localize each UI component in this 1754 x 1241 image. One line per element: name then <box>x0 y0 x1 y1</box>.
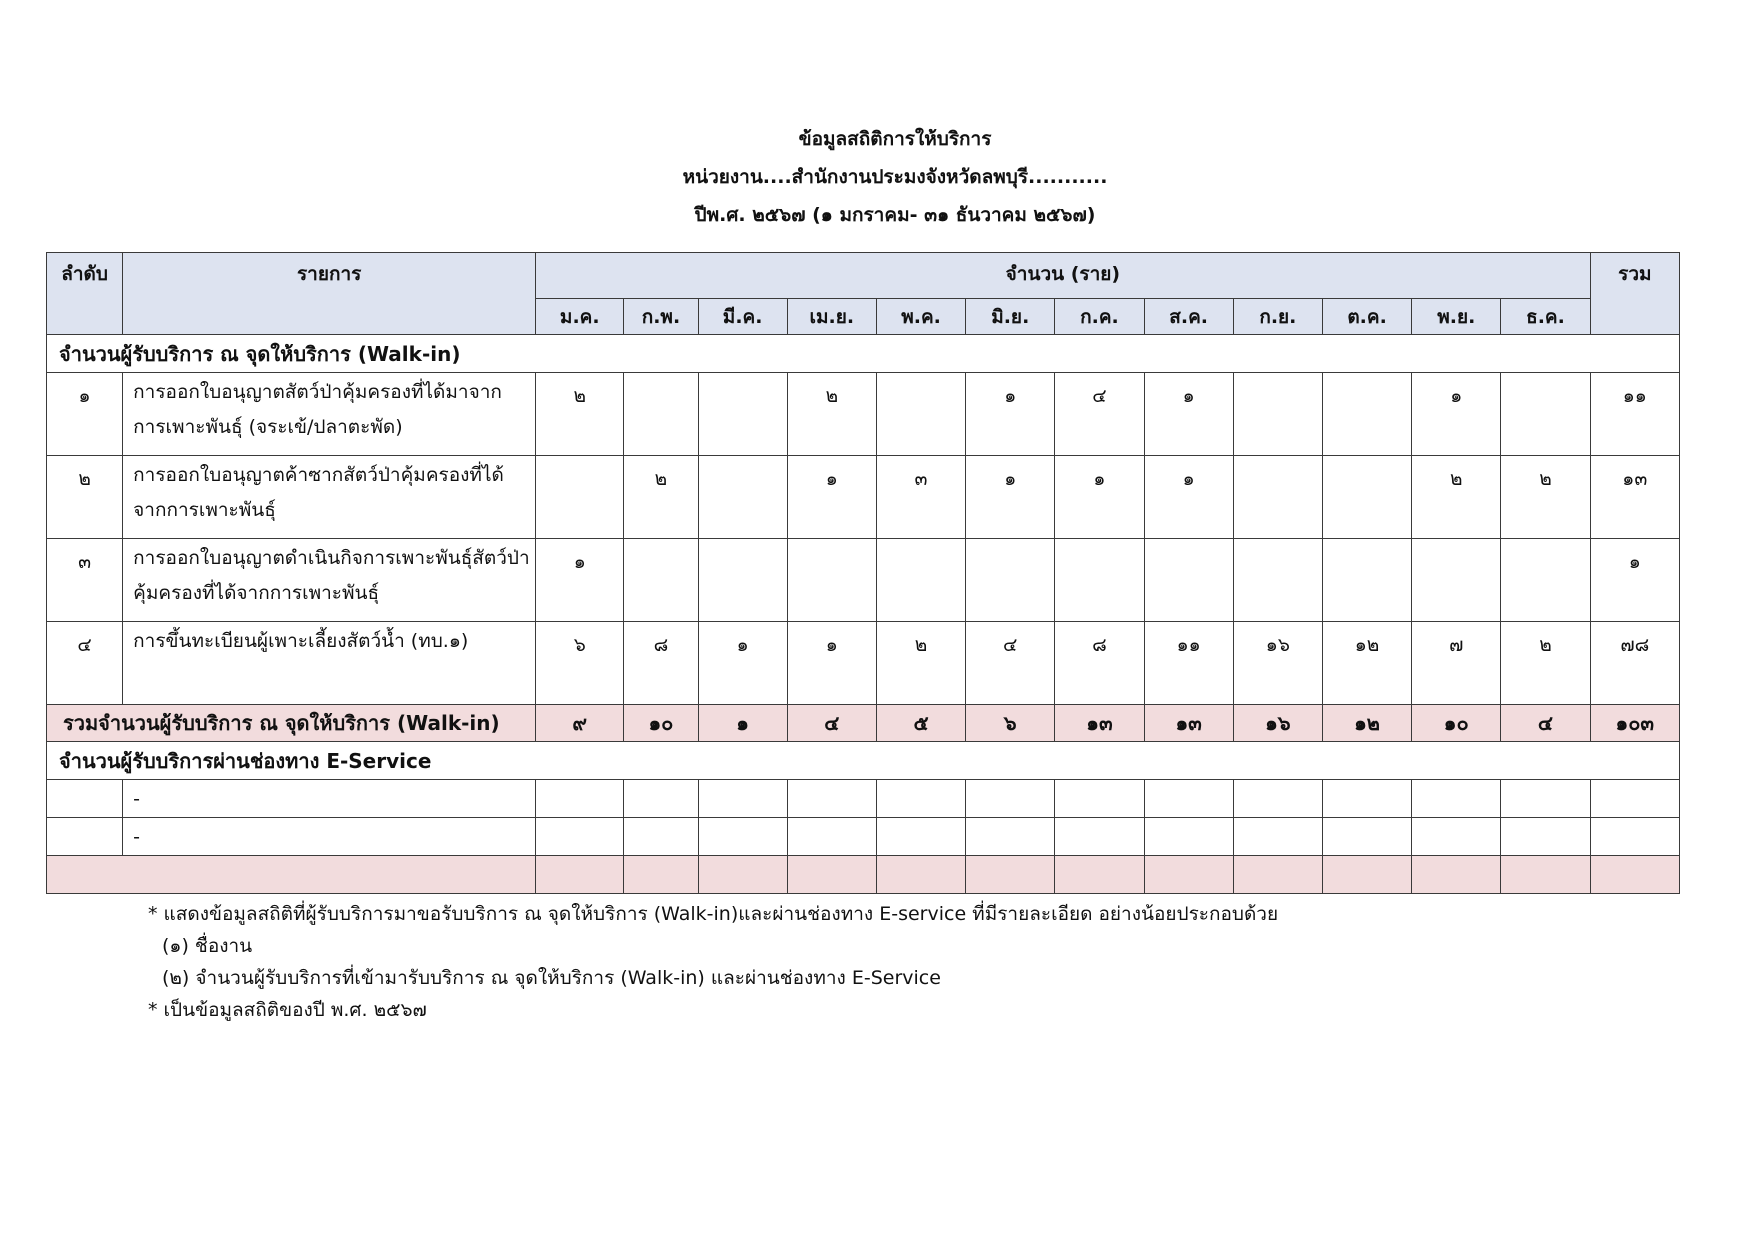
month-value: ๑๖ <box>1233 622 1322 705</box>
month-value <box>1055 539 1144 622</box>
empty-cell <box>876 780 965 818</box>
empty-cell <box>1322 818 1411 856</box>
empty-cell <box>1233 780 1322 818</box>
empty-cell <box>1501 856 1590 894</box>
total-month-value: ๔ <box>1501 705 1590 742</box>
empty-cell <box>876 856 965 894</box>
header-month: พ.ย. <box>1412 299 1501 335</box>
header-month: ม.ค. <box>536 299 624 335</box>
month-value: ๒ <box>1501 456 1590 539</box>
eservice-section-row <box>47 742 1680 780</box>
header-month: ก.พ. <box>624 299 698 335</box>
eservice-row <box>47 780 1680 818</box>
month-value: ๒ <box>1412 456 1501 539</box>
month-value: ๑ <box>1055 456 1144 539</box>
walkin-section-label: จำนวนผู้รับบริการ ณ จุดให้บริการ (Walk-in) <box>47 335 1680 373</box>
month-value: ๘ <box>624 622 698 705</box>
row-total: ๑๑ <box>1590 373 1679 456</box>
walkin-total-row <box>47 705 1680 742</box>
empty-cell <box>1501 780 1590 818</box>
total-month-value: ๑๖ <box>1233 705 1322 742</box>
header-amount: จำนวน (ราย) <box>536 253 1590 299</box>
month-value <box>1322 373 1411 456</box>
month-value <box>624 539 698 622</box>
empty-cell <box>1055 856 1144 894</box>
month-value: ๒ <box>787 373 876 456</box>
month-value: ๔ <box>966 622 1055 705</box>
row-number: ๑ <box>47 373 123 456</box>
header-month: ธ.ค. <box>1501 299 1590 335</box>
header-month: ต.ค. <box>1322 299 1411 335</box>
eservice-row <box>47 818 1680 856</box>
month-value: ๑ <box>787 456 876 539</box>
empty-cell <box>1144 780 1233 818</box>
footnote: * เป็นข้อมูลสถิติของปี พ.ศ. ๒๕๖๗ <box>148 999 427 1021</box>
month-value: ๒ <box>876 622 965 705</box>
empty-cell <box>787 818 876 856</box>
grand-total: ๑๐๓ <box>1590 705 1679 742</box>
row-number: ๒ <box>47 456 123 539</box>
empty-cell <box>698 818 787 856</box>
month-value <box>1233 539 1322 622</box>
month-value <box>698 373 787 456</box>
row-item: - <box>123 818 536 856</box>
row-number <box>47 818 123 856</box>
month-value <box>698 456 787 539</box>
row-total: ๑๓ <box>1590 456 1679 539</box>
empty-cell <box>1412 856 1501 894</box>
month-value: ๒ <box>1501 622 1590 705</box>
month-value: ๑ <box>1144 373 1233 456</box>
month-value: ๑๑ <box>1144 622 1233 705</box>
month-value: ๑ <box>1412 373 1501 456</box>
statistics-table <box>46 252 1680 894</box>
total-month-value: ๑๒ <box>1322 705 1411 742</box>
empty-cell <box>1590 856 1679 894</box>
total-month-value: ๕ <box>876 705 965 742</box>
row-number: ๓ <box>47 539 123 622</box>
table-row <box>47 622 1680 705</box>
header-month: ก.ย. <box>1233 299 1322 335</box>
eservice-section-label: จำนวนผู้รับบริการผ่านช่องทาง E-Service <box>47 742 1680 780</box>
row-item: - <box>123 780 536 818</box>
month-value <box>1322 456 1411 539</box>
month-value <box>787 539 876 622</box>
footnotes <box>148 898 1278 1026</box>
document-title <box>0 120 1754 234</box>
walkin-section-row <box>47 335 1680 373</box>
month-value <box>536 456 624 539</box>
empty-cell <box>966 818 1055 856</box>
empty-cell <box>1322 780 1411 818</box>
empty-cell <box>1055 818 1144 856</box>
total-month-value: ๑๐ <box>1412 705 1501 742</box>
row-total: ๑ <box>1590 539 1679 622</box>
header-month: ส.ค. <box>1144 299 1233 335</box>
month-value <box>698 539 787 622</box>
header-month: พ.ค. <box>876 299 965 335</box>
empty-cell <box>698 780 787 818</box>
table-row <box>47 539 1680 622</box>
row-number <box>47 780 123 818</box>
footnote: (๑) ชื่องาน <box>162 935 253 957</box>
header-month: เม.ย. <box>787 299 876 335</box>
month-value <box>1233 373 1322 456</box>
total-month-value: ๔ <box>787 705 876 742</box>
walkin-total-label: รวมจำนวนผู้รับบริการ ณ จุดให้บริการ (Walk-in) <box>47 705 536 742</box>
empty-cell <box>624 780 698 818</box>
total-month-value: ๑ <box>698 705 787 742</box>
month-value <box>876 373 965 456</box>
empty-cell <box>1233 856 1322 894</box>
empty-cell <box>966 780 1055 818</box>
month-value <box>966 539 1055 622</box>
month-value <box>1501 373 1590 456</box>
eservice-total-label <box>47 856 536 894</box>
row-item: การขึ้นทะเบียนผู้เพาะเลี้ยงสัตว์น้ำ (ทบ.๑) <box>123 622 536 705</box>
empty-cell <box>1055 780 1144 818</box>
table-row <box>47 456 1680 539</box>
total-month-value: ๑๐ <box>624 705 698 742</box>
month-value: ๖ <box>536 622 624 705</box>
empty-cell <box>624 818 698 856</box>
empty-cell <box>1144 856 1233 894</box>
row-item: การออกใบอนุญาตค้าซากสัตว์ป่าคุ้มครองที่ได้จากการเพาะพันธุ์ <box>123 456 536 539</box>
month-value <box>1233 456 1322 539</box>
month-value: ๑๒ <box>1322 622 1411 705</box>
empty-cell <box>1590 818 1679 856</box>
empty-cell <box>787 856 876 894</box>
empty-cell <box>624 856 698 894</box>
empty-cell <box>1590 780 1679 818</box>
month-value: ๑ <box>966 373 1055 456</box>
empty-cell <box>536 818 624 856</box>
month-value: ๔ <box>1055 373 1144 456</box>
month-value: ๑ <box>787 622 876 705</box>
total-month-value: ๑๓ <box>1055 705 1144 742</box>
empty-cell <box>536 856 624 894</box>
header-item: รายการ <box>123 253 536 335</box>
empty-cell <box>1322 856 1411 894</box>
empty-cell <box>1501 818 1590 856</box>
title-line-3: ปีพ.ศ. ๒๕๖๗ (๑ มกราคม- ๓๑ ธันวาคม ๒๕๖๗) <box>694 204 1096 226</box>
total-month-value: ๙ <box>536 705 624 742</box>
header-no: ลำดับ <box>47 253 123 335</box>
month-value <box>876 539 965 622</box>
month-value: ๒ <box>624 456 698 539</box>
empty-cell <box>1412 780 1501 818</box>
header-month: มี.ค. <box>698 299 787 335</box>
empty-cell <box>787 780 876 818</box>
month-value: ๗ <box>1412 622 1501 705</box>
empty-cell <box>966 856 1055 894</box>
header-month: ก.ค. <box>1055 299 1144 335</box>
header-total: รวม <box>1590 253 1679 335</box>
row-item: การออกใบอนุญาตสัตว์ป่าคุ้มครองที่ได้มาจากการเพาะพันธุ์ (จระเข้/ปลาตะพัด) <box>123 373 536 456</box>
row-number: ๔ <box>47 622 123 705</box>
month-value: ๑ <box>1144 456 1233 539</box>
footnote: (๒) จำนวนผู้รับบริการที่เข้ามารับบริการ ณ จุดให้บริการ (Walk-in) และผ่านช่องทาง E-Service <box>162 967 941 989</box>
total-month-value: ๖ <box>966 705 1055 742</box>
month-value: ๑ <box>698 622 787 705</box>
empty-cell <box>1233 818 1322 856</box>
row-total: ๗๘ <box>1590 622 1679 705</box>
row-item: การออกใบอนุญาตดำเนินกิจการเพาะพันธุ์สัตว์ป่าคุ้มครองที่ได้จากการเพาะพันธุ์ <box>123 539 536 622</box>
month-value: ๘ <box>1055 622 1144 705</box>
footnote: * แสดงข้อมูลสถิติที่ผู้รับบริการมาขอรับบริการ ณ จุดให้บริการ (Walk-in)และผ่านช่องทาง E-service ที่มีรายละเอียด อย่างน้อยประกอบด้วย <box>148 903 1279 925</box>
total-month-value: ๑๓ <box>1144 705 1233 742</box>
empty-cell <box>536 780 624 818</box>
title-line-1: ข้อมูลสถิติการให้บริการ <box>798 128 992 150</box>
eservice-total-row <box>47 856 1680 894</box>
month-value: ๓ <box>876 456 965 539</box>
empty-cell <box>876 818 965 856</box>
month-value <box>1322 539 1411 622</box>
header-month: มิ.ย. <box>966 299 1055 335</box>
month-value <box>1501 539 1590 622</box>
table-row <box>47 373 1680 456</box>
month-value: ๑ <box>536 539 624 622</box>
title-line-2: หน่วยงาน....สำนักงานประมงจังหวัดลพบุรี........... <box>682 166 1108 188</box>
month-value <box>624 373 698 456</box>
empty-cell <box>1144 818 1233 856</box>
month-value <box>1144 539 1233 622</box>
empty-cell <box>1412 818 1501 856</box>
month-value: ๒ <box>536 373 624 456</box>
month-value <box>1412 539 1501 622</box>
empty-cell <box>698 856 787 894</box>
month-value: ๑ <box>966 456 1055 539</box>
